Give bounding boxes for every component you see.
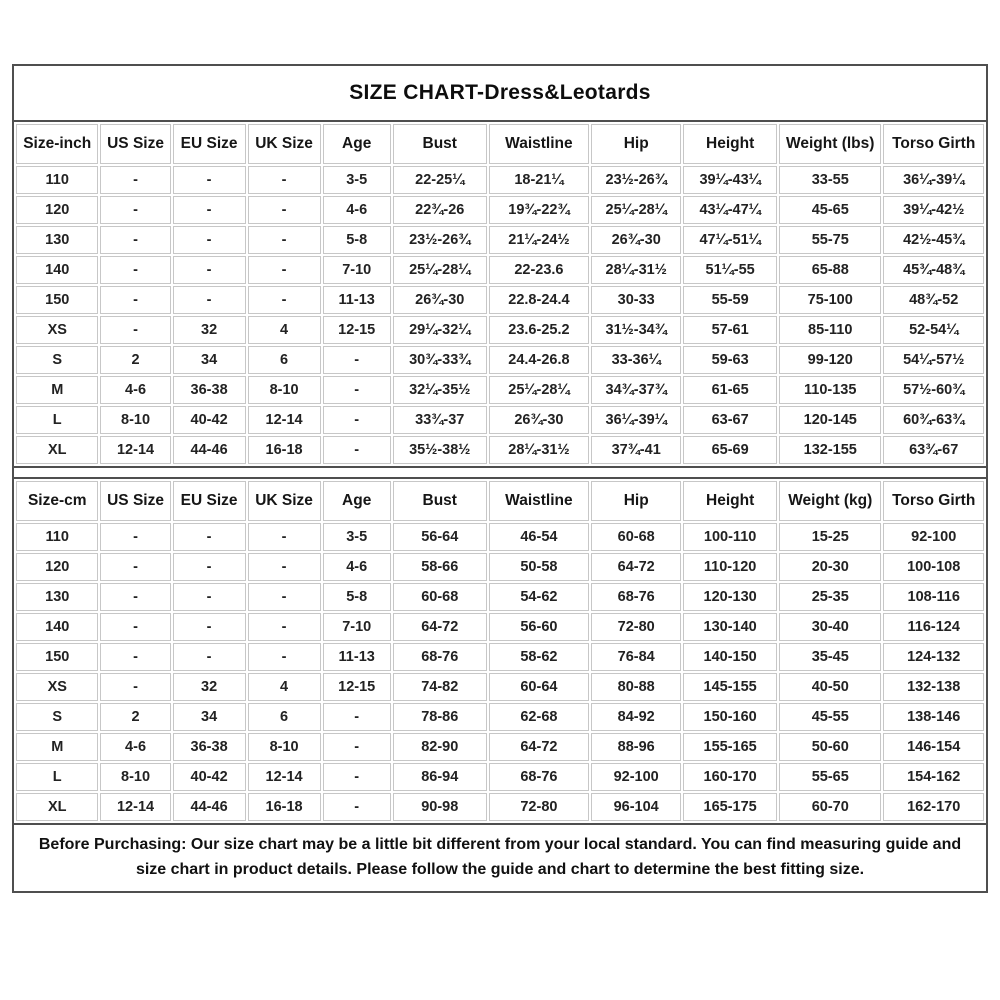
purchase-note: Before Purchasing: Our size chart may be a little bit different from your local standard. You can find measuring guide and size chart in product details. Please follow the guide and chart to determine the best fitting size. [38,836,962,878]
value-cell: 30-40 [779,613,881,641]
value-cell: 5-8 [323,226,391,254]
value-cell: 120-145 [779,406,881,434]
value-cell: 7-10 [323,256,391,284]
column-header: Bust [393,481,487,521]
value-cell: 50-58 [489,553,589,581]
value-cell: - [173,196,246,224]
size-label-cell: XS [16,673,98,701]
table-row [16,613,984,641]
value-cell: 22-25¼ [393,166,487,194]
value-cell: 62-68 [489,703,589,731]
column-header: Age [323,124,391,164]
value-cell: 57½-60¾ [883,376,984,404]
value-cell: - [248,643,321,671]
value-cell: 59-63 [683,346,777,374]
table-row [16,316,984,344]
value-cell: 74-82 [393,673,487,701]
size-label-cell: 130 [16,583,98,611]
size-label-cell: 150 [16,643,98,671]
value-cell: 48¾-52 [883,286,984,314]
size-table-section-cm [14,477,986,825]
value-cell: - [100,523,170,551]
value-cell: 75-100 [779,286,881,314]
value-cell: 132-138 [883,673,984,701]
value-cell: - [323,376,391,404]
table-row [16,793,984,821]
value-cell: 42½-45¾ [883,226,984,254]
value-cell: 63-67 [683,406,777,434]
value-cell: 23.6-25.2 [489,316,589,344]
value-cell: 82-90 [393,733,487,761]
value-cell: 35½-38½ [393,436,487,464]
value-cell: 2 [100,703,170,731]
value-cell: 45¾-48¾ [883,256,984,284]
value-cell: 36¼-39¼ [883,166,984,194]
size-label-cell: S [16,703,98,731]
value-cell: - [100,673,170,701]
column-header: Waistline [489,481,589,521]
value-cell: 25¼-28¼ [489,376,589,404]
value-cell: 120-130 [683,583,777,611]
table-row [16,196,984,224]
value-cell: 55-59 [683,286,777,314]
column-header: US Size [100,481,170,521]
column-header: Height [683,124,777,164]
value-cell: 43¼-47¼ [683,196,777,224]
value-cell: 56-60 [489,613,589,641]
table-row [16,346,984,374]
value-cell: 60-68 [393,583,487,611]
value-cell: 160-170 [683,763,777,791]
value-cell: 6 [248,346,321,374]
value-cell: - [323,703,391,731]
value-cell: - [173,166,246,194]
value-cell: 132-155 [779,436,881,464]
value-cell: 24.4-26.8 [489,346,589,374]
value-cell: - [173,286,246,314]
value-cell: 4-6 [100,733,170,761]
value-cell: 21¼-24½ [489,226,589,254]
value-cell: - [100,196,170,224]
value-cell: - [323,436,391,464]
value-cell: - [323,346,391,374]
value-cell: 34¾-37¾ [591,376,681,404]
value-cell: 64-72 [591,553,681,581]
size-label-cell: M [16,376,98,404]
column-header: Torso Girth [883,481,984,521]
value-cell: 72-80 [591,613,681,641]
table-row [16,583,984,611]
value-cell: - [323,733,391,761]
table-row [16,226,984,254]
value-cell: - [100,256,170,284]
value-cell: 26¾-30 [591,226,681,254]
table-row [16,703,984,731]
value-cell: - [173,613,246,641]
column-header: UK Size [248,124,321,164]
column-header: EU Size [173,481,246,521]
value-cell: 25¼-28¼ [591,196,681,224]
value-cell: 58-66 [393,553,487,581]
value-cell: 18-21¼ [489,166,589,194]
value-cell: 68-76 [591,583,681,611]
value-cell: - [323,793,391,821]
value-cell: 92-100 [883,523,984,551]
value-cell: 40-42 [173,763,246,791]
value-cell: 4-6 [323,553,391,581]
header-row-inch [16,124,984,164]
value-cell: 30¾-33¾ [393,346,487,374]
value-cell: - [100,583,170,611]
value-cell: - [173,226,246,254]
value-cell: 65-69 [683,436,777,464]
value-cell: 23½-26¾ [393,226,487,254]
value-cell: 36-38 [173,733,246,761]
value-cell: 44-46 [173,793,246,821]
table-row [16,553,984,581]
value-cell: 22-23.6 [489,256,589,284]
size-label-cell: 140 [16,256,98,284]
value-cell: 25-35 [779,583,881,611]
value-cell: 52-54¼ [883,316,984,344]
value-cell: 165-175 [683,793,777,821]
value-cell: 6 [248,703,321,731]
value-cell: - [248,553,321,581]
value-cell: 80-88 [591,673,681,701]
value-cell: 86-94 [393,763,487,791]
value-cell: 40-42 [173,406,246,434]
value-cell: 28¼-31½ [591,256,681,284]
size-table-cm [14,479,986,823]
value-cell: 90-98 [393,793,487,821]
value-cell: 58-62 [489,643,589,671]
value-cell: 40-50 [779,673,881,701]
value-cell: - [100,316,170,344]
value-cell: 72-80 [489,793,589,821]
value-cell: - [100,643,170,671]
value-cell: 60¾-63¾ [883,406,984,434]
value-cell: - [173,643,246,671]
size-chart-sheet [12,64,988,893]
value-cell: - [173,256,246,284]
size-label-cell: 140 [16,613,98,641]
value-cell: 68-76 [393,643,487,671]
size-label-cell: XS [16,316,98,344]
value-cell: - [248,286,321,314]
value-cell: 46-54 [489,523,589,551]
value-cell: - [248,583,321,611]
column-header: Bust [393,124,487,164]
value-cell: 28¼-31½ [489,436,589,464]
value-cell: 68-76 [489,763,589,791]
value-cell: 100-108 [883,553,984,581]
value-cell: 85-110 [779,316,881,344]
value-cell: 88-96 [591,733,681,761]
value-cell: 124-132 [883,643,984,671]
value-cell: 61-65 [683,376,777,404]
value-cell: 84-92 [591,703,681,731]
value-cell: 56-64 [393,523,487,551]
value-cell: 138-146 [883,703,984,731]
value-cell: 145-155 [683,673,777,701]
value-cell: 26¾-30 [489,406,589,434]
column-header: Age [323,481,391,521]
value-cell: - [100,553,170,581]
value-cell: - [173,583,246,611]
value-cell: 16-18 [248,436,321,464]
value-cell: 96-104 [591,793,681,821]
value-cell: - [100,613,170,641]
value-cell: 30-33 [591,286,681,314]
value-cell: 99-120 [779,346,881,374]
header-row-cm [16,481,984,521]
value-cell: 45-65 [779,196,881,224]
value-cell: - [100,226,170,254]
value-cell: 12-14 [100,793,170,821]
value-cell: 19¾-22¾ [489,196,589,224]
table-row [16,436,984,464]
column-header: Height [683,481,777,521]
table-row [16,286,984,314]
value-cell: 65-88 [779,256,881,284]
table-row [16,763,984,791]
value-cell: 36¼-39¼ [591,406,681,434]
section-divider-gap [14,468,986,477]
value-cell: - [173,523,246,551]
value-cell: - [100,166,170,194]
value-cell: 54-62 [489,583,589,611]
value-cell: 45-55 [779,703,881,731]
table-row [16,376,984,404]
column-header: Weight (kg) [779,481,881,521]
value-cell: 12-14 [248,406,321,434]
column-header: Hip [591,481,681,521]
size-label-cell: 110 [16,523,98,551]
table-row [16,643,984,671]
value-cell: 3-5 [323,166,391,194]
size-label-cell: M [16,733,98,761]
value-cell: 60-70 [779,793,881,821]
value-cell: - [248,523,321,551]
value-cell: 154-162 [883,763,984,791]
table-row [16,256,984,284]
value-cell: - [323,763,391,791]
value-cell: 32 [173,673,246,701]
value-cell: 130-140 [683,613,777,641]
value-cell: 4-6 [323,196,391,224]
value-cell: 100-110 [683,523,777,551]
value-cell: 26¾-30 [393,286,487,314]
value-cell: 63¾-67 [883,436,984,464]
value-cell: 29¼-32¼ [393,316,487,344]
title-box [14,66,986,122]
value-cell: - [173,553,246,581]
value-cell: 4 [248,673,321,701]
value-cell: 64-72 [489,733,589,761]
value-cell: 44-46 [173,436,246,464]
value-cell: 37¾-41 [591,436,681,464]
column-header: Torso Girth [883,124,984,164]
value-cell: 51¼-55 [683,256,777,284]
value-cell: 39¼-42½ [883,196,984,224]
value-cell: 60-68 [591,523,681,551]
value-cell: 8-10 [248,733,321,761]
size-label-cell: 110 [16,166,98,194]
value-cell: 12-15 [323,316,391,344]
size-label-cell: 150 [16,286,98,314]
value-cell: 33-55 [779,166,881,194]
table-row [16,673,984,701]
value-cell: 55-75 [779,226,881,254]
value-cell: - [248,166,321,194]
value-cell: 22¾-26 [393,196,487,224]
size-label-cell: 120 [16,553,98,581]
value-cell: 76-84 [591,643,681,671]
value-cell: 8-10 [248,376,321,404]
value-cell: 140-150 [683,643,777,671]
column-header: Size-cm [16,481,98,521]
value-cell: 32¼-35½ [393,376,487,404]
value-cell: 12-14 [100,436,170,464]
value-cell: 8-10 [100,763,170,791]
value-cell: 25¼-28¼ [393,256,487,284]
value-cell: 4 [248,316,321,344]
value-cell: 12-14 [248,763,321,791]
value-cell: 60-64 [489,673,589,701]
column-header: Hip [591,124,681,164]
value-cell: 110-135 [779,376,881,404]
size-table-section-inch [14,122,986,468]
value-cell: - [248,226,321,254]
value-cell: 31½-34¾ [591,316,681,344]
value-cell: 36-38 [173,376,246,404]
size-label-cell: L [16,763,98,791]
value-cell: 39¼-43¼ [683,166,777,194]
value-cell: 55-65 [779,763,881,791]
value-cell: 92-100 [591,763,681,791]
column-header: EU Size [173,124,246,164]
size-label-cell: XL [16,793,98,821]
value-cell: 8-10 [100,406,170,434]
column-header: UK Size [248,481,321,521]
value-cell: 150-160 [683,703,777,731]
value-cell: 116-124 [883,613,984,641]
value-cell: - [248,196,321,224]
value-cell: 47¼-51¼ [683,226,777,254]
table-row [16,523,984,551]
value-cell: - [248,613,321,641]
column-header: Weight (lbs) [779,124,881,164]
size-label-cell: XL [16,436,98,464]
size-label-cell: S [16,346,98,374]
value-cell: 33¾-37 [393,406,487,434]
column-header: Waistline [489,124,589,164]
size-label-cell: 120 [16,196,98,224]
value-cell: 15-25 [779,523,881,551]
value-cell: 2 [100,346,170,374]
value-cell: 4-6 [100,376,170,404]
value-cell: 20-30 [779,553,881,581]
value-cell: 11-13 [323,643,391,671]
page-title: SIZE CHART-Dress&Leotards [349,81,651,104]
value-cell: 34 [173,703,246,731]
value-cell: 155-165 [683,733,777,761]
value-cell: 16-18 [248,793,321,821]
footer-box [14,825,986,891]
value-cell: 162-170 [883,793,984,821]
value-cell: 57-61 [683,316,777,344]
value-cell: 32 [173,316,246,344]
value-cell: - [323,406,391,434]
value-cell: 22.8-24.4 [489,286,589,314]
column-header: Size-inch [16,124,98,164]
value-cell: - [248,256,321,284]
value-cell: 33-36¼ [591,346,681,374]
table-row [16,166,984,194]
value-cell: 146-154 [883,733,984,761]
value-cell: - [100,286,170,314]
value-cell: 3-5 [323,523,391,551]
value-cell: 50-60 [779,733,881,761]
size-table-inch [14,122,986,466]
value-cell: 64-72 [393,613,487,641]
value-cell: 11-13 [323,286,391,314]
value-cell: 108-116 [883,583,984,611]
value-cell: 5-8 [323,583,391,611]
value-cell: 7-10 [323,613,391,641]
value-cell: 23½-26¾ [591,166,681,194]
table-row [16,406,984,434]
value-cell: 12-15 [323,673,391,701]
value-cell: 54¼-57½ [883,346,984,374]
size-label-cell: L [16,406,98,434]
table-row [16,733,984,761]
value-cell: 35-45 [779,643,881,671]
column-header: US Size [100,124,170,164]
value-cell: 110-120 [683,553,777,581]
value-cell: 34 [173,346,246,374]
size-label-cell: 130 [16,226,98,254]
value-cell: 78-86 [393,703,487,731]
